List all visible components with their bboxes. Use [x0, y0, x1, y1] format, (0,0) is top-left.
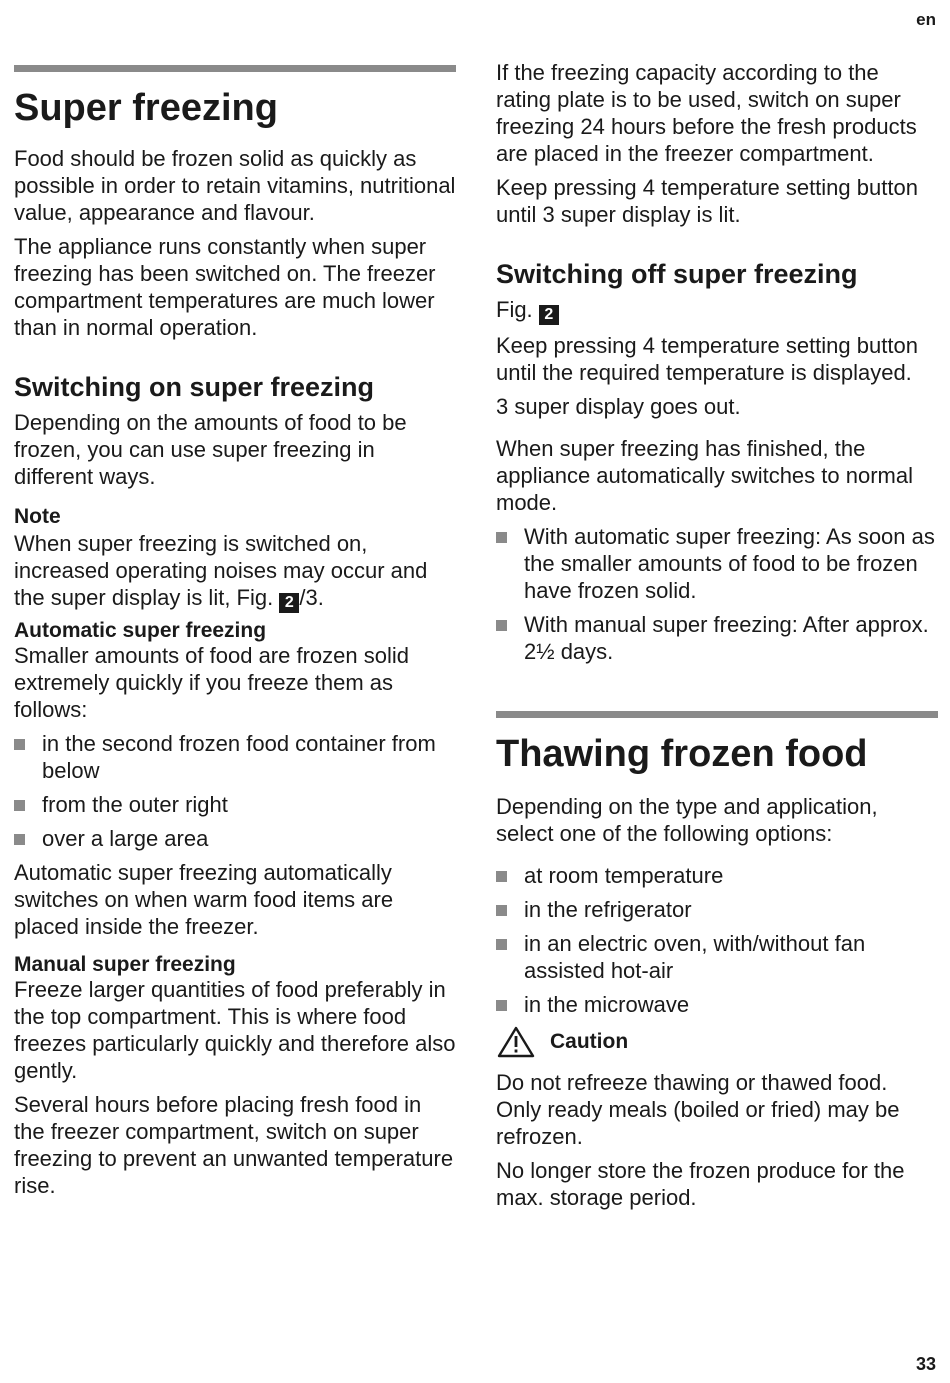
capacity-text: If the freezing capacity according to the rating plate is to be used, switch on super freezing 24 hours before the fresh products are placed in the freezer compartment. [496, 60, 917, 166]
automatic-list [14, 730, 456, 852]
list-item: over a large area [14, 825, 456, 852]
thawing-list [496, 862, 938, 1018]
list-item: With automatic super freezing: As soon as the smaller amounts of food to be frozen have frozen solid. [496, 523, 938, 604]
manual-super-freezing-text-2: Several hours before placing fresh food in the freezer compartment, switch on super freezing to prevent an unwanted temperature rise. [14, 1092, 454, 1198]
square-bullet-icon [14, 739, 25, 750]
note-text-part-2: /3. [299, 585, 324, 610]
square-bullet-icon [496, 905, 507, 916]
switching-on-heading: Switching on super freezing [14, 372, 375, 402]
note-text-part-1: When super freezing is switched on, increased operating noises may occur and the super display is lit, Fig. [14, 531, 428, 610]
list-item: in the refrigerator [496, 896, 938, 923]
caution-heading: Caution [550, 1030, 629, 1053]
caution-text-2: No longer store the frozen produce for the max. storage period. [496, 1158, 905, 1210]
language-label: en [916, 10, 936, 29]
manual-super-freezing-text: Freeze larger quantities of food preferably in the top compartment. This is where food freezes particularly quickly and therefore also gently. [14, 977, 456, 1083]
list-item: in the second frozen food container from below [14, 730, 456, 784]
switching-off-text-2: 3 super display goes out. [496, 394, 741, 419]
automatic-super-freezing-text-2: Automatic super freezing automatically switches on when warm food items are placed inside the freezer. [14, 860, 394, 939]
finished-text: When super freezing has finished, the appliance automatically switches to normal mode. [496, 436, 913, 515]
figure-reference-icon: 2 [279, 593, 299, 613]
right-column [496, 0, 938, 1218]
super-freezing-title: Super freezing [14, 87, 278, 129]
left-column [14, 0, 456, 1206]
caution-text-1: Do not refreeze thawing or thawed food. Only ready meals (boiled or fried) may be refrozen. [496, 1070, 900, 1149]
square-bullet-icon [496, 1000, 507, 1011]
caution-block [496, 1025, 938, 1059]
figure-reference [496, 296, 938, 325]
square-bullet-icon [496, 620, 507, 631]
note-heading: Note [14, 505, 61, 528]
figure-reference-icon: 2 [539, 305, 559, 325]
list-item: With manual super freezing: After approx. 2½ days. [496, 611, 938, 665]
list-item: in an electric oven, with/without fan assisted hot-air [496, 930, 938, 984]
thawing-text: Depending on the type and application, select one of the following options: [496, 794, 878, 846]
automatic-super-freezing-heading: Automatic super freezing [14, 619, 267, 642]
square-bullet-icon [14, 834, 25, 845]
square-bullet-icon [496, 939, 507, 950]
automatic-super-freezing-text: Smaller amounts of food are frozen solid extremely quickly if you freeze them as follows: [14, 643, 409, 722]
switching-on-text: Depending on the amounts of food to be frozen, you can use super freezing in different ways. [14, 410, 407, 489]
switching-off-text-1: Keep pressing 4 temperature setting button until the required temperature is displayed. [496, 333, 918, 385]
list-item: from the outer right [14, 791, 456, 818]
list-item: in the microwave [496, 991, 938, 1018]
section-rule [14, 65, 456, 72]
note-text [14, 530, 456, 613]
thawing-frozen-food-title: Thawing frozen food [496, 733, 868, 775]
keep-pressing-text: Keep pressing 4 temperature setting button until 3 super display is lit. [496, 175, 918, 227]
page-number: 33 [915, 1354, 936, 1374]
square-bullet-icon [14, 800, 25, 811]
finished-list [496, 523, 938, 665]
list-item: at room temperature [496, 862, 938, 889]
intro-paragraph-1: Food should be frozen solid as quickly as possible in order to retain vitamins, nutritional value, appearance and flavour. [14, 146, 456, 225]
warning-triangle-icon [496, 1025, 536, 1059]
square-bullet-icon [496, 532, 507, 543]
switching-off-heading: Switching off super freezing [496, 259, 858, 289]
intro-paragraph-2: The appliance runs constantly when super freezing has been switched on. The freezer compartment temperatures are much lower than in normal operation. [14, 234, 436, 340]
figure-label: Fig. [496, 297, 539, 322]
square-bullet-icon [496, 871, 507, 882]
manual-super-freezing-heading: Manual super freezing [14, 953, 236, 976]
section-rule [496, 711, 938, 718]
